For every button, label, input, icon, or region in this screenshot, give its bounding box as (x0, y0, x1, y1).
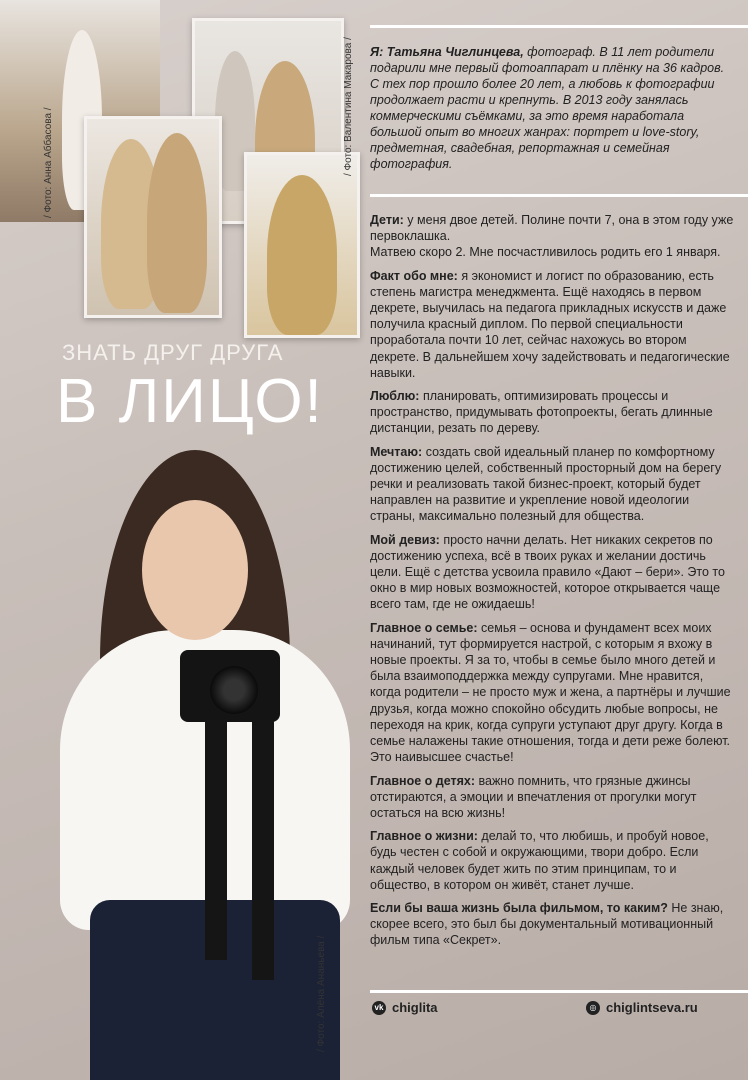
qa-answer: у меня двое детей. Полине почти 7, она в этом году уже первоклашка. (370, 213, 734, 244)
qa-item-dream (370, 444, 736, 525)
intro-role: фотограф. (523, 45, 596, 59)
photo-credit-1: / Фото: Анна Аббасова / (43, 107, 54, 218)
photo-mother-and-daughter (84, 116, 222, 318)
qa-item-children (370, 212, 736, 261)
intro-text: В 11 лет родители подарили мне первый фотоаппарат и плёнку на 36 кадров. С тех пор прошло более 20 лет, а любовь к фотографии продолжает расти и крепнуть. В 2013 году занялась коммерческими съёмками, за это время наработала большой опыт во многих жанрах: портрет и love-story, предметная, свадебная, репортажная и семейная фотография. (370, 45, 725, 171)
globe-icon: ◎ (586, 1001, 600, 1015)
qa-question: Мечтаю: (370, 444, 423, 459)
qa-question: Главное о детях: (370, 773, 476, 788)
page-title: В ЛИЦО! (56, 367, 324, 436)
qa-answer: делай то, что любишь, и пробуй новое, будь честен с собой и окружающими, твори добро. Если каждый человек будет жить по этим принципам, то и общество, в котором он живёт, станет лучше. (370, 829, 709, 892)
qa-question: Мой девиз: (370, 532, 440, 547)
qa-answer: создать свой идеальный планер по комфортному достижению целей, собственный просторный дом на берегу речки и реализовать такой бизнес-проект, который будет направлен на развитие и укрепление новой идеологии страны, максимально полезный для общества. (370, 444, 722, 524)
divider-middle (370, 194, 748, 197)
qa-question: Если бы ваша жизнь была фильмом, то каким? (370, 900, 668, 915)
qa-answer: я экономист и логист по образованию, есть степень магистра менеджмента. Ещё находясь в первом декрете, выучилась на педагога прикладных искусств и даже получила красный диплом. По первой специальности проработала почти 10 лет, сейчас нахожусь во втором декрете. В дальнейшем хочу задействовать и педагогические навыки. (370, 268, 730, 380)
qa-item-film (370, 900, 736, 949)
qa-item-family (370, 620, 736, 766)
vk-link[interactable] (372, 1000, 438, 1015)
qa-item-fact (370, 268, 736, 381)
qa-section (370, 212, 736, 956)
qa-answer: Матвею скоро 2. Мне посчастливилось родить его 1 января. (370, 245, 721, 260)
qa-item-kids (370, 773, 736, 822)
qa-item-motto (370, 532, 736, 613)
vk-handle: chiglita (392, 1000, 438, 1015)
divider-bottom (370, 990, 748, 993)
website-link[interactable] (586, 1000, 698, 1015)
photo-credit-portrait: / Фото: Алёна Ананьева / (316, 935, 327, 1052)
qa-item-life (370, 828, 736, 893)
qa-answer: планировать, оптимизировать процессы и пространство, придумывать фотопроекты, бегать длинные дистанции, резать по дереву. (370, 389, 713, 436)
qa-item-love (370, 388, 736, 437)
intro-name: Я: Татьяна Чиглинцева, (370, 45, 524, 59)
qa-answer: просто начни делать. Нет никаких секретов по достижению успеха, всё в твоих руках и желании достичь цели. Ещё с детства усвоила правило «Дают – бери». Это то окно в мир новых возможностей, которое открывается чаще всего там, где не ожидаешь! (370, 532, 725, 612)
photo-mother-with-baby (244, 152, 360, 338)
qa-question: Главное о семье: (370, 620, 478, 635)
section-kicker: ЗНАТЬ ДРУГ ДРУГА (62, 340, 284, 365)
qa-question: Дети: (370, 213, 404, 227)
qa-question: Главное о жизни: (370, 829, 478, 844)
photo-credit-2: / Фото: Валентина Макарова / (343, 37, 354, 176)
qa-question: Факт обо мне: (370, 268, 458, 283)
portrait-photo (40, 440, 360, 1080)
qa-question: Люблю: (370, 389, 420, 404)
intro-paragraph (370, 44, 736, 172)
website-url: chiglintseva.ru (606, 1000, 698, 1015)
qa-answer: семья – основа и фундамент всех моих начинаний, тут формируется настрой, с которым я вхожу в новые проекты. Я за то, чтобы в семье было много детей и была взаимоподдержка между супругами. Мне нравится, когда родители – не просто муж и жена, а партнёры и лучшие друзья, когда можно спокойно обсудить любые вопросы, не переходя на крик, когда супруги уступают друг другу. Когда в семье налажены такие отношения, тогда и дети реже болеют. Это наивысшее счастье! (370, 620, 731, 765)
vk-icon: vk (372, 1001, 386, 1015)
qa-answer: Не знаю, скорее всего, это был бы документальный мотивационный фильм типа «Секрет». (370, 900, 724, 948)
divider-top (370, 25, 748, 28)
qa-answer: важно помнить, что грязные джинсы отстираются, а эмоции и впечатления от прогулки могут остаться на всю жизнь! (370, 773, 697, 820)
